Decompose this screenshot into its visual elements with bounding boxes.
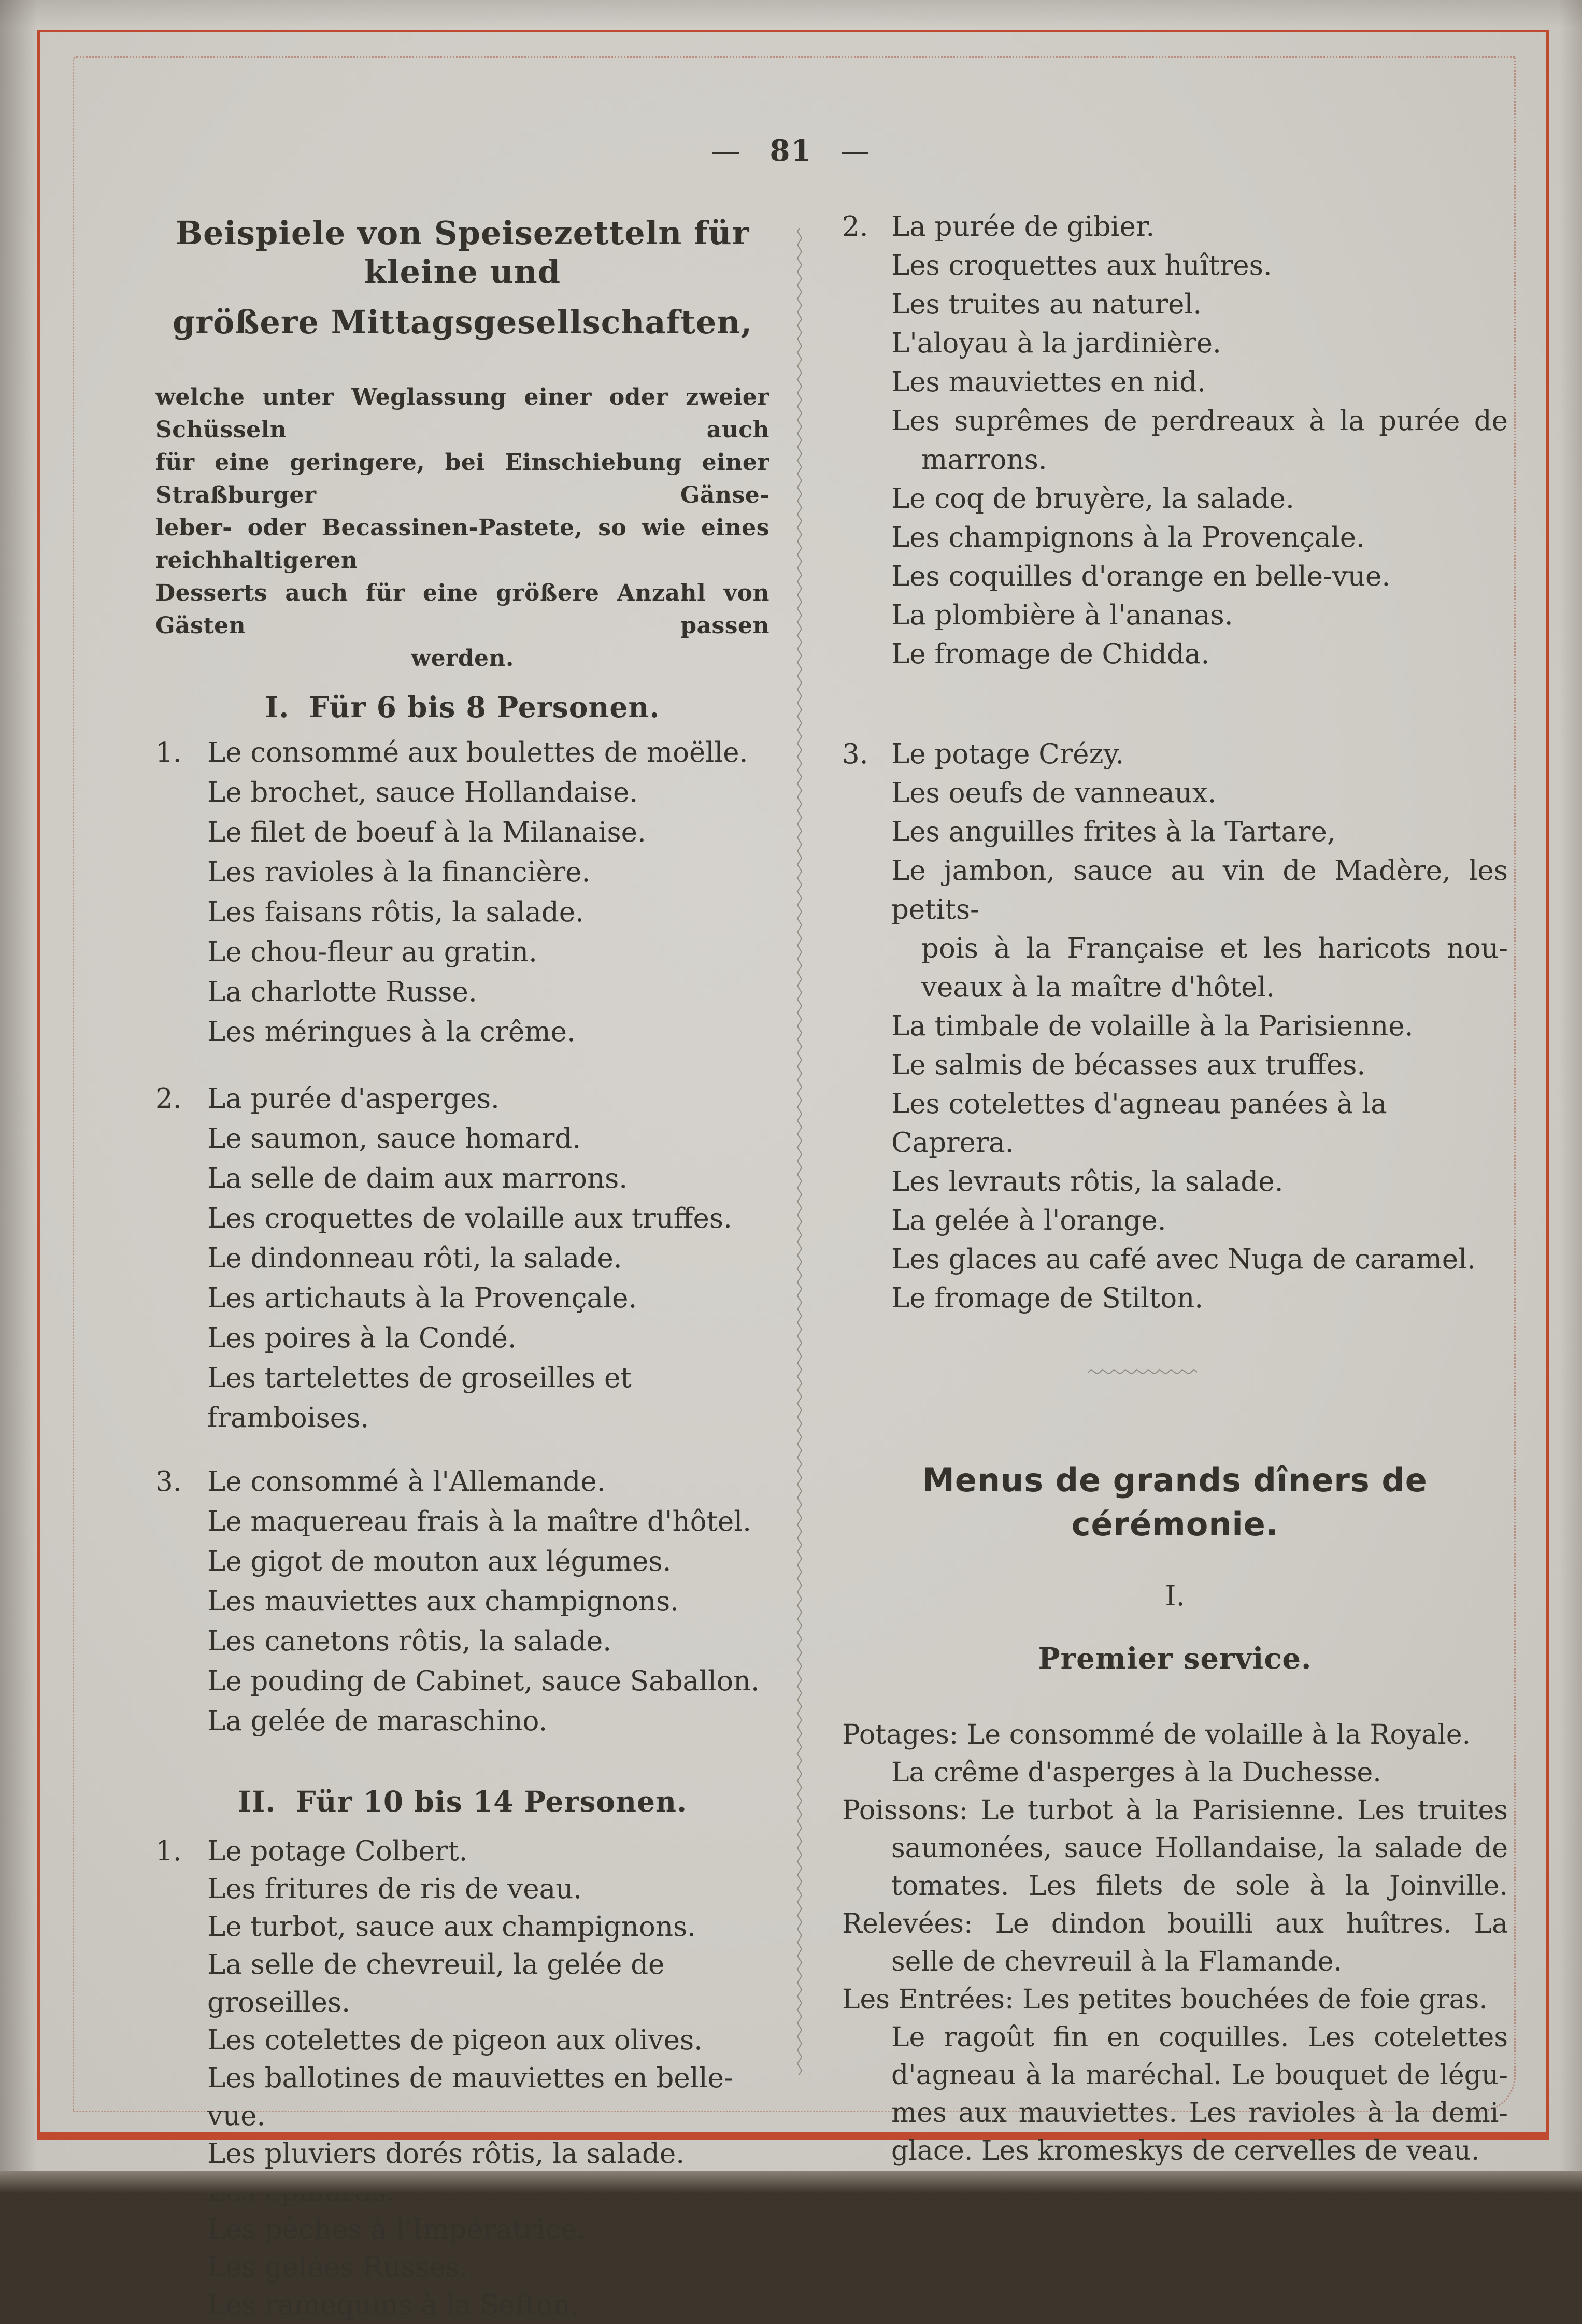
menu-item-line: Les champignons à la Provençale. bbox=[891, 522, 1365, 553]
ceremony-line: saumonées, sauce Hollandaise, la salade de bbox=[891, 1833, 1508, 1864]
intro-paragraph bbox=[155, 381, 769, 675]
menu-number: 3. bbox=[155, 1466, 182, 1498]
menu-item-line: Les tartelettes de groseilles et framboises. bbox=[207, 1362, 632, 1434]
menu-item-line: La timbale de volaille à la Parisienne. bbox=[891, 1010, 1414, 1042]
menu-item-wrap-line: marrons. bbox=[921, 444, 1047, 476]
menu-item-line: La selle de chevreuil, la gelée de groseilles. bbox=[207, 1949, 665, 2018]
intro-line: leber- oder Becassinen-Pastete, so wie eines reichhaltigeren bbox=[155, 515, 769, 574]
left-column bbox=[155, 213, 769, 2324]
section-heading-text: Für 6 bis 8 Personen. bbox=[309, 690, 660, 724]
menu-item-line: Le chou-fleur au gratin. bbox=[207, 936, 537, 968]
menu-item-line: L'aloyau à la jardinière. bbox=[891, 327, 1221, 359]
menu-item-line: Le salmis de bécasses aux truffes. bbox=[891, 1049, 1366, 1081]
menu-item-line: Les ravioles à la financière. bbox=[207, 857, 591, 888]
menu-item-line: Le fromage de Chidda. bbox=[891, 638, 1210, 670]
ceremony-heading: Menus de grands dîners de cérémonie. bbox=[922, 1461, 1428, 1543]
menu-item-line: Le gigot de mouton aux légumes. bbox=[207, 1546, 672, 1577]
menu-item-line: Le brochet, sauce Hollandaise. bbox=[207, 777, 638, 808]
menu-item-line: Les méringues à la crême. bbox=[207, 1016, 576, 1048]
menu-item-line: Les cotelettes de pigeon aux olives. bbox=[207, 2024, 703, 2056]
menu-item-line: Les faisans rôtis, la salade. bbox=[207, 896, 585, 928]
menu-item-line: Les cotelettes d'agneau panées à la Caprera. bbox=[891, 1088, 1387, 1159]
menu-item-line: Le potage Crézy. bbox=[891, 738, 1124, 770]
scan-shadow-left bbox=[0, 0, 37, 2194]
section-heading-numeral: II. bbox=[237, 1785, 276, 1818]
menu-item-line: Les mauviettes en nid. bbox=[891, 366, 1206, 398]
menu-item-line: Les canetons rôtis, la salade. bbox=[207, 1626, 612, 1657]
menu-item-line: Les anguilles frites à la Tartare, bbox=[891, 816, 1336, 848]
menu-item-line: Le consommé aux boulettes de moëlle. bbox=[207, 737, 748, 768]
ceremony-line: Les Entrées: Les petites bouchées de foie gras. bbox=[842, 1984, 1488, 2015]
intro-line: Desserts auch für eine größere Anzahl von Gästen passen bbox=[155, 580, 769, 639]
menu-item-line: Le potage Colbert. bbox=[207, 1835, 468, 1867]
menu-item-line: Les fritures de ris de veau. bbox=[207, 1873, 582, 1905]
menu-item-line: Le jambon, sauce au vin de Madère, les petits- bbox=[891, 855, 1508, 925]
section-heading-2 bbox=[155, 1784, 769, 1820]
menu-item-wrap-line: veaux à la maître d'hôtel. bbox=[921, 972, 1275, 1003]
menu-1 bbox=[155, 733, 769, 1052]
menu-item-line: Le maquereau frais à la maître d'hôtel. bbox=[207, 1506, 752, 1537]
section-heading-numeral: I. bbox=[265, 690, 290, 724]
column-divider-zigzag-line bbox=[796, 228, 803, 2075]
menu-item-line: Le filet de boeuf à la Milanaise. bbox=[207, 817, 646, 848]
menu-item-line: Les croquettes aux huîtres. bbox=[891, 250, 1272, 281]
menu-item-line: Les coquilles d'orange en belle-vue. bbox=[891, 561, 1391, 592]
menu-number: 2. bbox=[842, 211, 868, 243]
fraktur-title-line1: Beispiele von Speisezetteln für kleine und bbox=[175, 214, 750, 291]
menu-item-line: Le fromage de Stilton. bbox=[891, 1282, 1204, 1314]
menu-item-line: Les pluviers dorés rôtis, la salade. bbox=[207, 2138, 685, 2170]
menu-item-line: Les mauviettes aux champignons. bbox=[207, 1586, 679, 1617]
menu-item-line: Le saumon, sauce homard. bbox=[207, 1123, 581, 1154]
menu-item-line: Les croquettes de volaille aux truffes. bbox=[207, 1203, 732, 1234]
scan-shadow-top bbox=[0, 0, 1582, 28]
right-column bbox=[842, 207, 1508, 2170]
menu-number: 1. bbox=[155, 737, 182, 768]
menu-item-line: Les truites au naturel. bbox=[891, 289, 1202, 320]
ceremony-line: Poissons: Le turbot à la Parisienne. Les truites bbox=[842, 1795, 1508, 1826]
ceremony-line: La crême d'asperges à la Duchesse. bbox=[891, 1757, 1381, 1788]
menu-item-line: Les glaces au café avec Nuga de caramel. bbox=[891, 1244, 1476, 1275]
menu-item-line: Les poires à la Condé. bbox=[207, 1322, 517, 1354]
section-heading-1 bbox=[155, 689, 769, 725]
menu-item-line: Les ballotines de mauviettes en belle-vue. bbox=[207, 2062, 733, 2132]
menu-number: 3. bbox=[842, 738, 868, 770]
menu-item-line: Le coq de bruyère, la salade. bbox=[891, 483, 1294, 515]
page-number bbox=[0, 134, 1582, 168]
menu-item-line: Les levrauts rôtis, la salade. bbox=[891, 1166, 1284, 1197]
ceremony-line: mes aux mauviettes. Les ravioles à la demi- bbox=[891, 2098, 1508, 2129]
menu-item-line: Les suprêmes de perdreaux à la purée de bbox=[891, 405, 1508, 437]
menu-item-line: La purée d'asperges. bbox=[207, 1083, 500, 1115]
menu-item-wrap-line: pois à la Française et les haricots nou- bbox=[921, 933, 1508, 964]
menu-item-line: Les gelées Russes. bbox=[207, 2251, 468, 2283]
ceremony-line: tomates. Les filets de sole à la Joinville. bbox=[891, 1871, 1508, 1902]
menu-item-line: Le pouding de Cabinet, sauce Saballon. bbox=[207, 1665, 760, 1697]
intro-line: für eine geringere, bei Einschiebung einer Straßburger Gänse- bbox=[155, 449, 769, 508]
menu-item-line: Le turbot, sauce aux champignons. bbox=[207, 1911, 696, 1943]
ceremony-line: Potages: Le consommé de volaille à la Royale. bbox=[842, 1719, 1471, 1750]
ceremony-menu-paragraph bbox=[842, 1716, 1508, 2170]
menu-number: 2. bbox=[155, 1083, 182, 1115]
menu-item-line: Les artichauts à la Provençale. bbox=[207, 1282, 637, 1314]
menu-item-line: La charlotte Russe. bbox=[207, 976, 477, 1008]
menu-number: 1. bbox=[155, 1835, 182, 1867]
menu-2-continued bbox=[842, 207, 1508, 674]
menu-item-line: La plombière à l'ananas. bbox=[891, 600, 1233, 631]
menu-4 bbox=[155, 1832, 769, 2324]
menu-item-line: La gelée à l'orange. bbox=[891, 1205, 1166, 1236]
page-number-value: 81 bbox=[769, 134, 813, 168]
intro-line: werden. bbox=[411, 645, 514, 672]
ceremony-line: Relevées: Le dindon bouilli aux huîtres. La bbox=[842, 1908, 1508, 1940]
premier-service-heading: Premier service. bbox=[1038, 1642, 1312, 1676]
menu-item-line: Le consommé à l'Allemande. bbox=[207, 1466, 606, 1498]
menu-item-line: Les ramequins à la Sefton. bbox=[207, 2289, 579, 2321]
section-heading-text: Für 10 bis 14 Personen. bbox=[295, 1785, 688, 1818]
ceremony-line: glace. Les kromeskys de cervelles de veau. bbox=[891, 2135, 1480, 2166]
scan-shadow-right bbox=[1559, 0, 1582, 2194]
ceremony-line: Le ragoût fin en coquilles. Les cotelettes bbox=[891, 2022, 1508, 2053]
menu-item-line: Le dindonneau rôti, la salade. bbox=[207, 1243, 622, 1274]
ceremony-line: selle de chevreuil à la Flamande. bbox=[891, 1946, 1343, 1977]
menu-item-line: La gelée de maraschino. bbox=[207, 1705, 548, 1737]
menu-item-line: Les pêches à l'Impératrice. bbox=[207, 2214, 586, 2245]
scan-table-edge bbox=[0, 2171, 1582, 2194]
ceremony-roman-numeral: I. bbox=[1165, 1579, 1185, 1612]
menu-2 bbox=[155, 1079, 769, 1438]
ceremony-line: d'agneau à la maréchal. Le bouquet de légu- bbox=[891, 2060, 1508, 2091]
intro-line: welche unter Weglassung einer oder zweier Schüsseln auch bbox=[155, 384, 769, 443]
squiggle-divider bbox=[1088, 1367, 1508, 1375]
menu-item-line: La purée de gibier. bbox=[891, 211, 1155, 243]
page-number-dash-left: — bbox=[711, 134, 742, 168]
menu-item-line: La selle de daim aux marrons. bbox=[207, 1163, 628, 1194]
menu-3 bbox=[155, 1462, 769, 1741]
menu-item-line: Les oeufs de vanneaux. bbox=[891, 777, 1217, 809]
fraktur-title-line2: größere Mittagsgesellschaften, bbox=[172, 303, 753, 341]
page-number-dash-right: — bbox=[840, 134, 871, 168]
menu-3-right bbox=[842, 735, 1508, 1318]
squiggle-divider-line bbox=[1088, 1367, 1197, 1375]
